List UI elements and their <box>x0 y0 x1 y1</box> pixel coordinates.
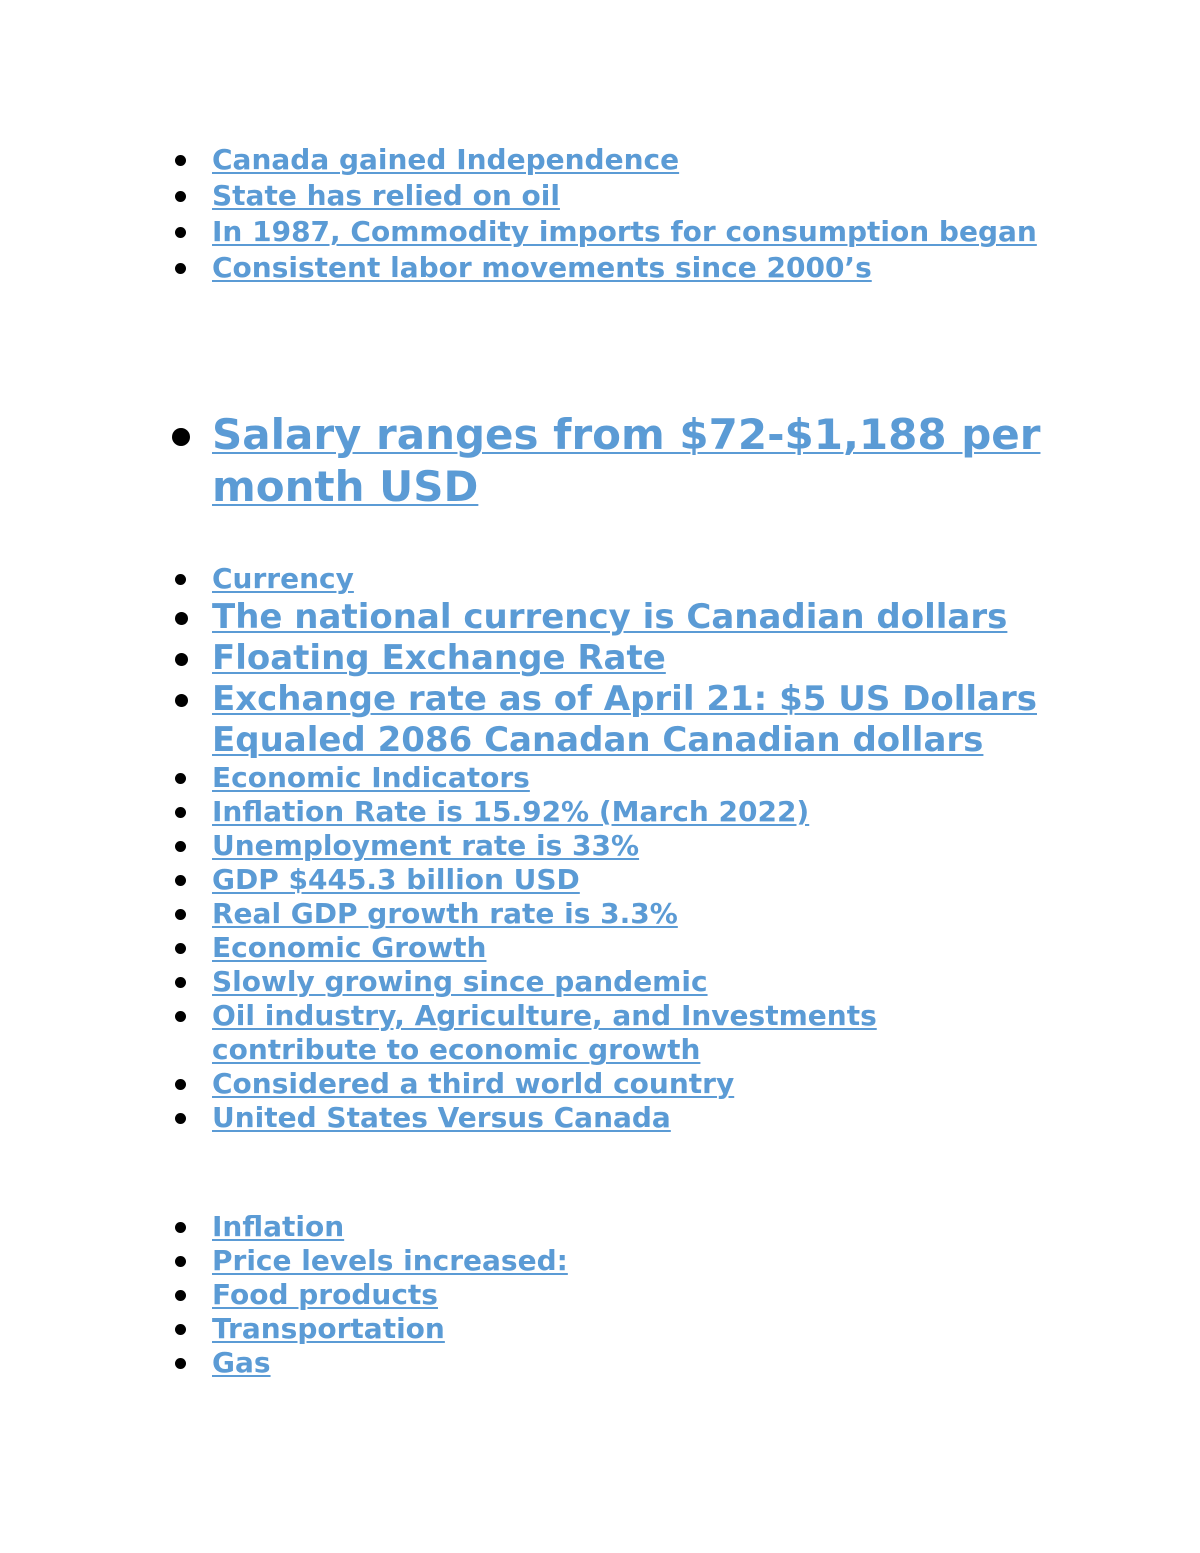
list-link[interactable]: Real GDP growth rate is 3.3% <box>212 897 678 930</box>
list-item <box>0 1346 1200 1380</box>
list-link[interactable]: GDP $445.3 billion USD <box>212 863 580 896</box>
list-link[interactable]: Salary ranges from $72-$1,188 per month USD <box>212 410 1041 511</box>
list-link[interactable]: Inflation <box>212 1210 345 1243</box>
list-link[interactable]: Considered a third world country <box>212 1067 735 1100</box>
bullet-icon <box>175 1222 186 1233</box>
list-link[interactable]: Canada gained Independence <box>212 143 680 176</box>
bullet-icon <box>175 263 186 274</box>
list-link[interactable]: Economic Indicators <box>212 761 530 794</box>
bullet-icon <box>175 227 186 238</box>
list-item <box>0 931 1200 965</box>
list-link[interactable]: Exchange rate as of April 21: $5 US Dollars Equaled 2086 Canadan Canadian dollars <box>212 679 1037 760</box>
list-item <box>0 1101 1200 1135</box>
list-link[interactable]: Consistent labor movements since 2000’s <box>212 251 872 284</box>
list-link[interactable]: Transportation <box>212 1312 445 1345</box>
bullet-icon <box>175 1113 186 1124</box>
list-item <box>0 863 1200 897</box>
list-item <box>0 761 1200 795</box>
bullet-icon <box>172 428 190 446</box>
list-link[interactable]: Gas <box>212 1346 271 1379</box>
inflation-list <box>0 1210 1200 1380</box>
list-link[interactable]: In 1987, Commodity imports for consumption began <box>212 215 1037 248</box>
list-link[interactable]: Unemployment rate is 33% <box>212 829 640 862</box>
bullet-icon <box>175 612 188 625</box>
bullet-icon <box>175 574 186 585</box>
bullet-icon <box>175 875 186 886</box>
history-list <box>0 142 1200 286</box>
list-item <box>0 999 1200 1067</box>
list-item <box>0 897 1200 931</box>
bullet-icon <box>175 191 186 202</box>
list-item <box>0 178 1200 214</box>
bullet-icon <box>175 155 186 166</box>
bullet-icon <box>175 1011 186 1022</box>
list-item <box>0 561 1200 597</box>
economy-list <box>0 561 1200 1135</box>
list-item <box>0 409 1200 513</box>
list-link[interactable]: The national currency is Canadian dollars <box>212 597 1008 637</box>
list-item <box>0 1244 1200 1278</box>
list-item <box>0 829 1200 863</box>
bullet-icon <box>175 653 188 666</box>
list-link[interactable]: Slowly growing since pandemic <box>212 965 708 998</box>
bullet-icon <box>175 1290 186 1301</box>
list-item <box>0 795 1200 829</box>
list-link[interactable]: Floating Exchange Rate <box>212 638 666 678</box>
bullet-icon <box>175 977 186 988</box>
bullet-icon <box>175 694 188 707</box>
list-item <box>0 250 1200 286</box>
list-item <box>0 142 1200 178</box>
list-item <box>0 965 1200 999</box>
bullet-icon <box>175 1079 186 1090</box>
list-item <box>0 1210 1200 1244</box>
bullet-icon <box>175 1256 186 1267</box>
list-link[interactable]: Oil industry, Agriculture, and Investments contribute to economic growth <box>212 999 877 1066</box>
bullet-icon <box>175 1358 186 1369</box>
list-link[interactable]: Currency <box>212 562 354 595</box>
bullet-icon <box>175 773 186 784</box>
bullet-icon <box>175 909 186 920</box>
list-item <box>0 214 1200 250</box>
bullet-icon <box>175 943 186 954</box>
list-item <box>0 1312 1200 1346</box>
list-item <box>0 1067 1200 1101</box>
list-link[interactable]: Price levels increased: <box>212 1244 568 1277</box>
list-item <box>0 679 1200 761</box>
list-link[interactable]: State has relied on oil <box>212 179 560 212</box>
list-item <box>0 597 1200 638</box>
list-link[interactable]: Economic Growth <box>212 931 487 964</box>
bullet-icon <box>175 1324 186 1335</box>
bullet-icon <box>175 841 186 852</box>
salary-list <box>0 409 1200 513</box>
list-link[interactable]: Inflation Rate is 15.92% (March 2022) <box>212 795 810 828</box>
list-item <box>0 638 1200 679</box>
list-link[interactable]: Food products <box>212 1278 438 1311</box>
list-item <box>0 1278 1200 1312</box>
bullet-icon <box>175 807 186 818</box>
list-link[interactable]: United States Versus Canada <box>212 1101 671 1134</box>
